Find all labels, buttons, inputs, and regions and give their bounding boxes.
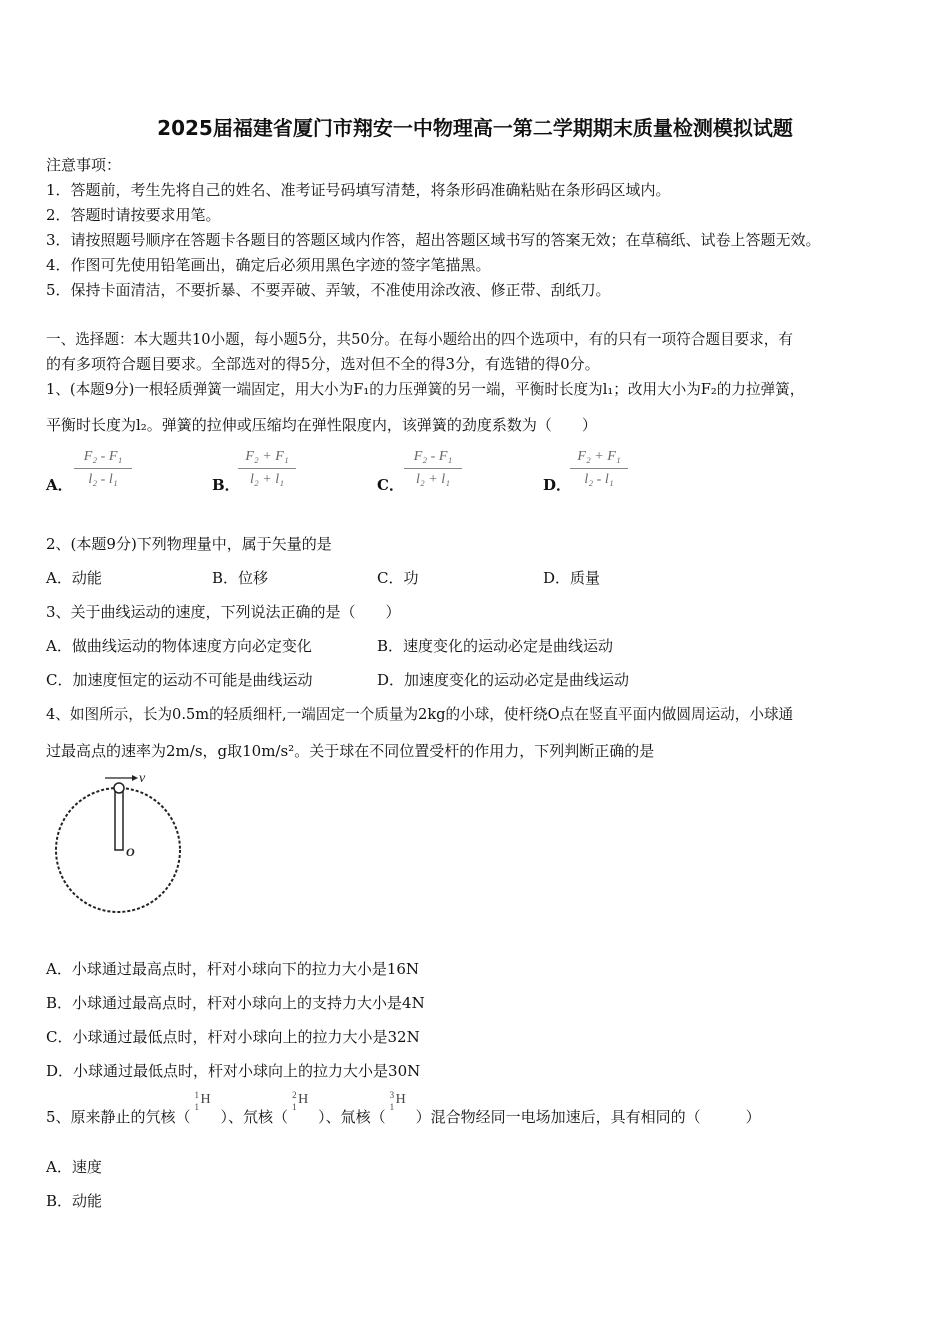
- isotope-protium: [191, 1090, 221, 1126]
- velocity-arrowhead: [132, 775, 138, 781]
- fraction-numerator: F₂ - F₁: [83, 449, 123, 464]
- notice-item-2: 2．答题时请按要求用笔。: [46, 206, 221, 224]
- fraction-bar: [238, 468, 296, 469]
- q2-option-c[interactable]: C．功: [377, 569, 419, 587]
- q3-option-a[interactable]: A．做曲线运动的物体速度方向必定变化: [46, 637, 312, 655]
- q4-stem-line2: 过最高点的速率为2m/s，g取10m/s²。关于球在不同位置受杆的作用力，下列判断正确的是: [46, 742, 655, 760]
- q5-option-a[interactable]: A．速度: [46, 1158, 102, 1176]
- q1-option-c-label[interactable]: C．: [377, 476, 404, 494]
- q4-option-c[interactable]: C．小球通过最低点时，杆对小球向上的拉力大小是32N: [46, 1028, 420, 1046]
- isotope-symbol: H: [395, 1092, 406, 1107]
- isotope-charge: 1: [292, 1102, 297, 1112]
- q3-option-b[interactable]: B．速度变化的运动必定是曲线运动: [377, 637, 614, 655]
- page-title: 2025届福建省厦门市翔安一中物理高一第二学期期末质量检测模拟试题: [157, 116, 793, 140]
- fraction-denominator: l₂ + l₁: [416, 472, 450, 487]
- q2-option-a[interactable]: A．动能: [46, 569, 102, 587]
- notice-item-3: 3．请按照题号顺序在答题卡各题目的答题区域内作答，超出答题区域书写的答案无效；在草稿纸、试卷上答题无效。: [46, 231, 821, 249]
- q3-option-c[interactable]: C．加速度恒定的运动不可能是曲线运动: [46, 671, 313, 689]
- q4-option-b[interactable]: B．小球通过最高点时，杆对小球向上的支持力大小是4N: [46, 994, 425, 1012]
- fraction-numerator: F₂ + F₁: [245, 449, 289, 464]
- fraction-numerator: F₂ + F₁: [577, 449, 621, 464]
- q4-stem-line1: 4、如图所示，长为0.5m的轻质细杆,一端固定一个质量为2kg的小球，使杆绕O点在竖直平面内做圆周运动，小球通: [46, 706, 794, 723]
- rod: [115, 788, 123, 850]
- notice-item-4: 4．作图可先使用铅笔画出，确定后必须用黑色字迹的签字笔描黑。: [46, 256, 491, 274]
- notice-item-1: 1．答题前，考生先将自己的姓名、准考证号码填写清楚，将条形码准确粘贴在条形码区域内。: [46, 181, 671, 199]
- q1-option-d-label[interactable]: D．: [543, 476, 572, 494]
- q1-option-a-label[interactable]: A．: [46, 476, 73, 494]
- isotope-charge: 1: [194, 1102, 200, 1112]
- q4-option-d[interactable]: D．小球通过最低点时，杆对小球向上的拉力大小是30N: [46, 1062, 421, 1080]
- fraction-denominator: l₂ - l₁: [88, 472, 118, 487]
- q5-stem-part1: 5、原来静止的氕核（: [46, 1108, 191, 1126]
- notice-item-5: 5．保持卡面清洁，不要折暴、不要弄破、弄皱，不准使用涂改液、修正带、刮纸刀。: [46, 281, 611, 299]
- q1-option-a-fraction: [74, 448, 132, 489]
- q5-stem: [46, 1090, 761, 1127]
- notice-heading: 注意事项：: [46, 156, 122, 174]
- fraction-bar: [74, 468, 132, 469]
- q3-option-d[interactable]: D．加速度变化的运动必定是曲线运动: [377, 671, 630, 689]
- q5-stem-part4: ）混合物经同一电场加速后，具有相同的（ ）: [415, 1108, 761, 1126]
- q4-option-a[interactable]: A．小球通过最高点时，杆对小球向下的拉力大小是16N: [46, 960, 420, 978]
- q1-option-d-fraction: [570, 448, 628, 489]
- fraction-bar: [570, 468, 628, 469]
- ball: [114, 783, 124, 793]
- isotope-deuterium: [288, 1090, 318, 1126]
- q1-stem-line2: 平衡时长度为l₂。弹簧的拉伸或压缩均在弹性限度内，该弹簧的劲度系数为（ ）: [46, 416, 597, 434]
- fraction-denominator: l₂ - l₁: [584, 472, 614, 487]
- fraction-bar: [404, 468, 462, 469]
- circular-motion-figure: [50, 768, 190, 918]
- q1-option-c-fraction: [404, 448, 462, 489]
- q1-option-b-label[interactable]: B．: [212, 476, 240, 494]
- fraction-denominator: l₂ + l₁: [250, 472, 284, 487]
- section-intro-line2: 的有多项符合题目要求。全部选对的得5分，选对但不全的得3分，有选错的得0分。: [46, 355, 600, 373]
- center-label: O: [126, 845, 135, 859]
- section-intro-line1: 一、选择题：本大题共10小题，每小题5分，共50分。在每小题给出的四个选项中，有的只有一项符合题目要求，有: [46, 331, 793, 348]
- q1-option-b-fraction: [238, 448, 296, 489]
- q5-option-b[interactable]: B．动能: [46, 1192, 103, 1210]
- q2-option-b[interactable]: B．位移: [212, 569, 269, 587]
- isotope-symbol: H: [200, 1092, 211, 1107]
- isotope-charge: 1: [389, 1102, 395, 1112]
- isotope-tritium: [386, 1090, 416, 1126]
- fraction-numerator: F₂ - F₁: [413, 449, 453, 464]
- q2-stem: 2、(本题9分)下列物理量中，属于矢量的是: [46, 535, 332, 553]
- velocity-label: v: [139, 771, 146, 786]
- q5-stem-part3: ）、氚核（: [318, 1108, 386, 1126]
- isotope-symbol: H: [298, 1092, 309, 1107]
- isotope-mass: 2: [292, 1090, 297, 1100]
- q5-stem-part2: ）、氘核（: [220, 1108, 289, 1126]
- isotope-mass: 1: [194, 1090, 200, 1100]
- q1-stem-line1: 1、(本题9分)一根轻质弹簧一端固定，用大小为F₁的力压弹簧的另一端，平衡时长度为l₁；改用大小为F₂的力拉弹簧，: [46, 381, 805, 398]
- isotope-mass: 3: [389, 1090, 395, 1100]
- q3-stem: 3、关于曲线运动的速度，下列说法正确的是（ ）: [46, 603, 401, 621]
- q2-option-d[interactable]: D．质量: [543, 569, 601, 587]
